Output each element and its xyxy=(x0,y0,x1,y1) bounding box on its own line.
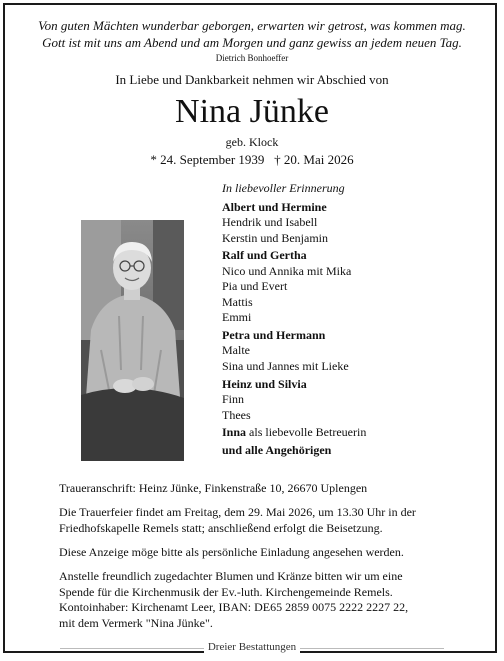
caretaker-name: Inna xyxy=(222,425,247,440)
poem-author: Dietrich Bonhoeffer xyxy=(215,53,289,63)
donation-line-2: Spende für die Kirchenmusik der Ev.-luth. Kirchengemeinde Remels. xyxy=(59,584,393,599)
portrait-photo xyxy=(81,220,184,461)
invitation-note: Diese Anzeige möge bitte als persönliche Einladung angesehen werden. xyxy=(59,545,404,559)
funeral-service: Die Trauerfeier findet am Freitag, dem 29. Mai 2026, um 13.30 Uhr in der Friedhofskapelle Remels statt; anschließend erfolgt die Beisetzung. xyxy=(59,505,416,535)
family-member: Finn xyxy=(222,392,245,407)
deceased-name: Nina Jünke xyxy=(175,93,329,130)
maiden-name: geb. Klock xyxy=(225,135,279,149)
family-member: Nico und Annika mit Mika xyxy=(222,263,352,278)
donation-line-3: Kontoinhaber: Kirchenamt Leer, IBAN: DE65 2859 0075 2222 2227 22, xyxy=(59,600,409,614)
family-intro: In liebevoller Erinnerung xyxy=(222,181,345,195)
family-list xyxy=(222,181,492,458)
family-member: Kerstin und Benjamin xyxy=(222,230,328,245)
family-member: Hendrik und Isabell xyxy=(222,215,318,230)
family-members xyxy=(222,200,492,424)
family-group-heading: Albert und Hermine xyxy=(222,199,327,214)
funeral-home-name: Dreier Bestattungen xyxy=(204,641,300,653)
family-group-heading: Ralf und Gertha xyxy=(222,248,307,263)
donation-line-4: mit dem Vermerk "Nina Jünke". xyxy=(59,615,213,630)
family-closing: und alle Angehörigen xyxy=(222,442,332,457)
mourning-address: Traueranschrift: Heinz Jünke, Finkenstraße 10, 26670 Uplengen xyxy=(59,481,368,495)
family-member: Sina und Jannes mit Lieke xyxy=(222,359,349,374)
family-member: Pia und Evert xyxy=(222,279,288,294)
life-dates: * 24. September 1939 † 20. Mai 2026 xyxy=(150,152,354,167)
footer xyxy=(0,641,504,653)
poem-line-2: Gott ist mit uns am Abend und am Morgen und ganz gewiss an jedem neuen Tag. xyxy=(42,35,462,50)
caretaker-role: als liebevolle Betreuerin xyxy=(246,425,367,440)
family-group-heading: Petra und Hermann xyxy=(222,327,326,342)
family-group-heading: Heinz und Silvia xyxy=(222,376,307,391)
farewell-intro: In Liebe und Dankbarkeit nehmen wir Abschied von xyxy=(115,72,389,87)
family-member: Thees xyxy=(222,407,251,422)
family-member: Emmi xyxy=(222,310,252,325)
family-member: Malte xyxy=(222,343,250,358)
poem-line-1: Von guten Mächten wunderbar geborgen, erwarten wir getrost, was kommen mag. xyxy=(38,18,466,33)
donation-line-1: Anstelle freundlich zugedachter Blumen und Kränze bitten wir um eine xyxy=(59,569,403,583)
family-member: Mattis xyxy=(222,294,253,309)
caretaker-line xyxy=(222,425,492,441)
